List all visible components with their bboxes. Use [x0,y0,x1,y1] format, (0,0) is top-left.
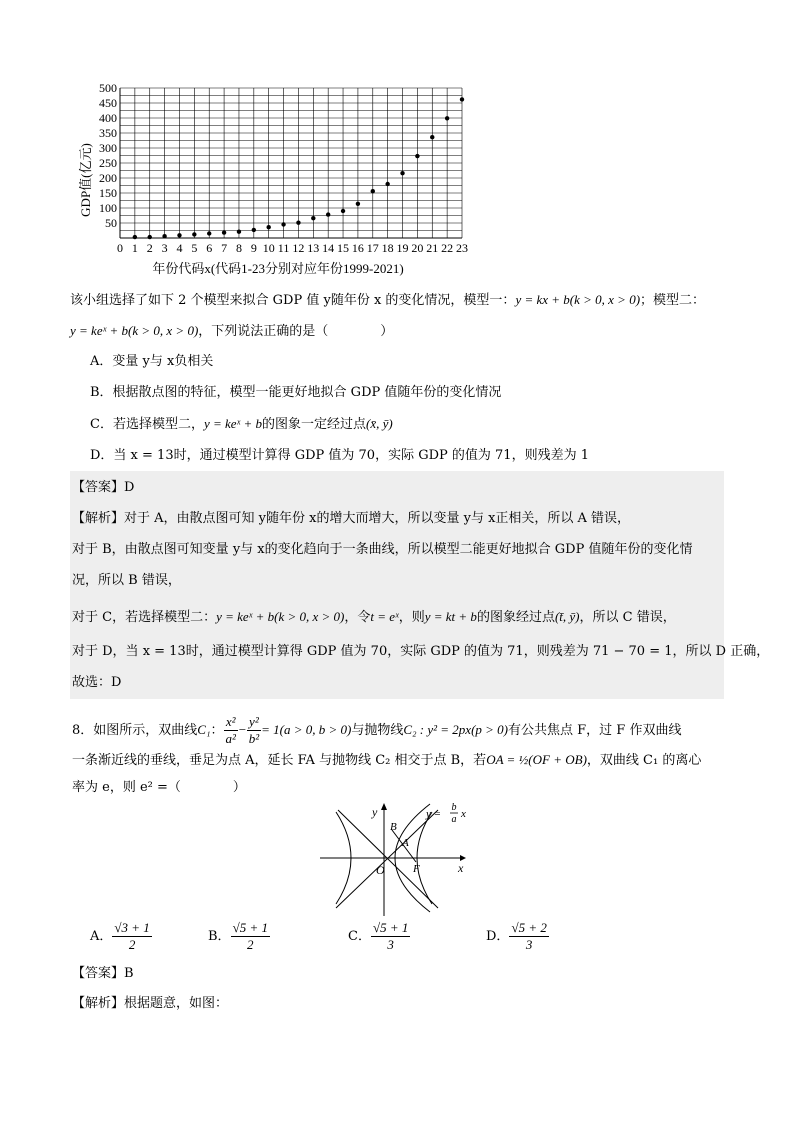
data-point [385,182,389,186]
q8-hyp-x-den: a² [225,731,236,746]
q8-opt-d-den: 3 [525,937,533,952]
q7-a4-mid1: ，令 [344,610,371,625]
data-point [148,235,152,239]
x-tick-label: 7 [221,241,228,255]
q8-opt-a-letter: A． [90,929,113,944]
data-point [281,222,285,226]
data-point [326,212,330,216]
q7-analysis-2: 对于 B，由散点图可知变量 y与 x的变化趋向于一条曲线，所以模型二能更好地拟合 GDP 值随年份的变化情 [72,542,693,557]
y-tick-label: 350 [99,126,117,140]
q7-optc-math: y = keˣ + b [203,416,262,431]
data-point [311,216,315,220]
q7-stem-line1 [70,290,705,311]
x-tick-label: 22 [441,241,454,255]
q8-line1 [72,712,681,749]
data-point [237,230,241,234]
q8-opt-a-den: 2 [128,937,136,952]
q8-opt-b-den: 2 [247,937,254,952]
fig-f-label: F [413,863,420,875]
q8-option-c [348,920,410,953]
q7-stem2: ，下列说法正确的是（ ） [198,324,394,339]
q8-l1-end: 有公共焦点 F，过 F 作双曲线 [508,723,682,738]
x-axis-label: 年份代码x(代码1-23分别对应年份1999-2021) [152,261,404,276]
q7-optc-point: (x̄, ȳ) [366,416,393,431]
y-tick-label: 250 [99,156,117,170]
q8-opt-c-frac [371,920,410,953]
data-point [400,171,404,175]
fig-o-label: O [376,863,385,877]
hyperbola-figure [320,800,480,918]
q8-option-d [486,920,549,953]
q8-l2: 一条渐近线的垂线，垂足为点 A，延长 FA 与抛物线 C₂ 相交于点 B，若 [72,753,487,768]
q8-opt-d-frac [509,920,548,953]
q8-option-b [208,920,270,953]
q8-l1-cond: = 1(a > 0, b > 0) [261,722,352,737]
q8-opt-a-frac [112,920,151,953]
q8-opt-a-num: √3 + 1 [114,920,150,935]
q8-line3: 率为 e，则 e² =（ ） [72,780,246,795]
fig-asym-num: b [451,802,457,813]
q8-hyp-x-frac [224,714,238,747]
q8-opt-d-letter: D． [486,929,510,944]
q7-a4-m2: t = eˣ [370,609,399,624]
x-tick-label: 3 [161,241,168,255]
q7-option-a: A．变量 y与 x负相关 [90,354,214,369]
data-point [177,233,181,237]
q7-stem1-end: ；模型二： [640,293,706,308]
q8-opt-c-num: √5 + 1 [372,920,409,935]
q7-a4-m4: (t̄, ȳ) [554,609,580,624]
q8-hyp-y-den: b² [248,731,260,746]
data-point [192,232,196,236]
q8-opt-c-den: 3 [387,937,394,952]
x-tick-label: 19 [396,241,409,255]
x-tick-label: 16 [351,241,364,255]
q8-hyp-minus: − [237,722,247,737]
q7-option-d: D．当 x = 13时，通过模型计算得 GDP 值为 70，实际 GDP 的值为 71，则残差为 1 [90,448,589,463]
y-tick-label: 500 [99,81,117,95]
fig-asym-x: x [461,808,466,820]
fig-x-label: x [458,861,464,875]
data-point [460,97,464,101]
x-tick-label: 11 [277,241,290,255]
x-tick-label: 8 [235,241,242,255]
fig-b-label: B [390,821,397,833]
q8-l2-end: ，双曲线 C₁ 的离心 [586,753,702,768]
x-tick-label: 14 [322,241,335,255]
data-point [207,231,211,235]
q8-c2-expr: C₂ : y² = 2px(p > 0) [403,722,509,737]
x-tick-label: 1 [131,241,138,255]
q8-opt-b-frac [231,920,270,953]
x-tick-label: 4 [176,241,183,255]
q8-c1: C₁ [197,722,211,737]
x-tick-label: 23 [456,241,468,255]
q8-opt-c-letter: C． [348,929,371,944]
x-tick-label: 9 [250,241,257,255]
x-tick-label: 15 [337,241,350,255]
x-tick-label: 6 [206,241,213,255]
q7-a4-pre: 对于 C，若选择模型二： [72,610,217,625]
y-tick-label: 50 [105,216,117,230]
q8-hyp-y-num: y² [247,714,261,731]
data-point [252,228,256,232]
q8-l1-pre: 8．如图所示，双曲线 [72,723,198,738]
fig-y-label: y [372,805,378,819]
q8-l1-mid: 与抛物线 [351,723,404,738]
fig-a-label: A [402,837,409,849]
data-point [356,202,360,206]
data-point [266,225,270,229]
data-point [430,135,434,139]
q8-l1-colon: ： [210,723,224,738]
data-point [341,209,345,213]
data-point [296,221,300,225]
q7-answer: 【答案】D [72,480,135,495]
q7-analysis-4 [72,607,676,628]
q8-opt-b-num: √5 + 1 [232,920,268,935]
y-tick-label: 200 [99,171,117,185]
q7-option-c [90,414,393,435]
y-tick-label: 100 [99,201,117,215]
q7-analysis-1: 【解析】对于 A，由散点图可知 y随年份 x的增大而增大，所以变量 y与 x正相关，所以 A 错误， [72,511,631,526]
q8-hyp-x-num: x² [224,714,238,731]
x-tick-label: 17 [366,241,379,255]
q7-analysis-3: 况，所以 B 错误， [72,573,181,588]
gdp-scatter-chart [70,80,490,280]
y-tick-label: 450 [99,96,117,110]
q8-opt-d-num: √5 + 2 [511,920,547,935]
x-tick-label: 5 [191,241,198,255]
q7-analysis-5: 对于 D，当 x = 13时，通过模型计算得 GDP 值为 70，实际 GDP 的值为 71，则残差为 71 − 70 = 1，所以 D 正确， [72,644,770,659]
q7-stem-line2 [70,321,393,342]
q8-answer: 【答案】B [72,966,134,981]
chart-grid [120,88,462,238]
fig-asym-label: y = [426,808,442,820]
x-tick-label: 20 [411,241,424,255]
q7-optc-mid: 的图象一定经过点 [261,417,366,432]
q7-a4-m1: y = keˣ + b(k > 0, x > 0) [216,609,345,624]
y-axis-arrow [381,803,387,810]
q7-stem1: 该小组选择了如下 2 个模型来拟合 GDP 值 y随年份 x 的变化情况，模型一： [70,293,516,308]
q7-a4-m3: y = kt + b [424,609,477,624]
y-tick-label: 300 [99,141,117,155]
x-tick-label: 2 [146,241,153,255]
q8-analysis: 【解析】根据题意，如图： [72,996,229,1011]
y-tick-label: 150 [99,186,117,200]
y-tick-label: 400 [99,111,117,125]
q8-line2 [72,750,701,771]
q7-a4-mid3: 的图象经过点 [476,610,555,625]
x-tick-label: 21 [426,241,439,255]
q7-a4-end: ，所以 C 错误， [579,610,676,625]
x-tick-label: 13 [307,241,320,255]
x-tick-label: 0 [117,241,123,255]
x-tick-label: 18 [381,241,394,255]
q7-option-b: B．根据散点图的特征，模型一能更好地拟合 GDP 值随年份的变化情况 [90,385,502,400]
q7-a4-mid2: ，则 [398,610,425,625]
fig-asym-den: a [451,814,457,825]
q7-model1: y = kx + b(k > 0, x > 0) [515,292,641,307]
data-point [222,230,226,234]
data-point [162,234,166,238]
data-point [445,116,449,120]
q7-model2: y = keˣ + b(k > 0, x > 0) [70,323,199,338]
q8-option-a [90,920,152,953]
y-axis-label: GDP值(亿元) [78,143,93,217]
x-tick-label: 10 [262,241,275,255]
data-point [415,154,419,158]
data-point [371,189,375,193]
q8-l2-vec: OA = ½(OF + OB) [486,752,587,767]
x-tick-label: 12 [292,241,305,255]
q8-hyp-y-frac [247,714,261,747]
q8-opt-b-letter: B． [208,929,231,944]
data-point [133,235,137,239]
q7-analysis-6: 故选：D [72,675,122,690]
q7-optc-pre: C．若选择模型二， [90,417,204,432]
